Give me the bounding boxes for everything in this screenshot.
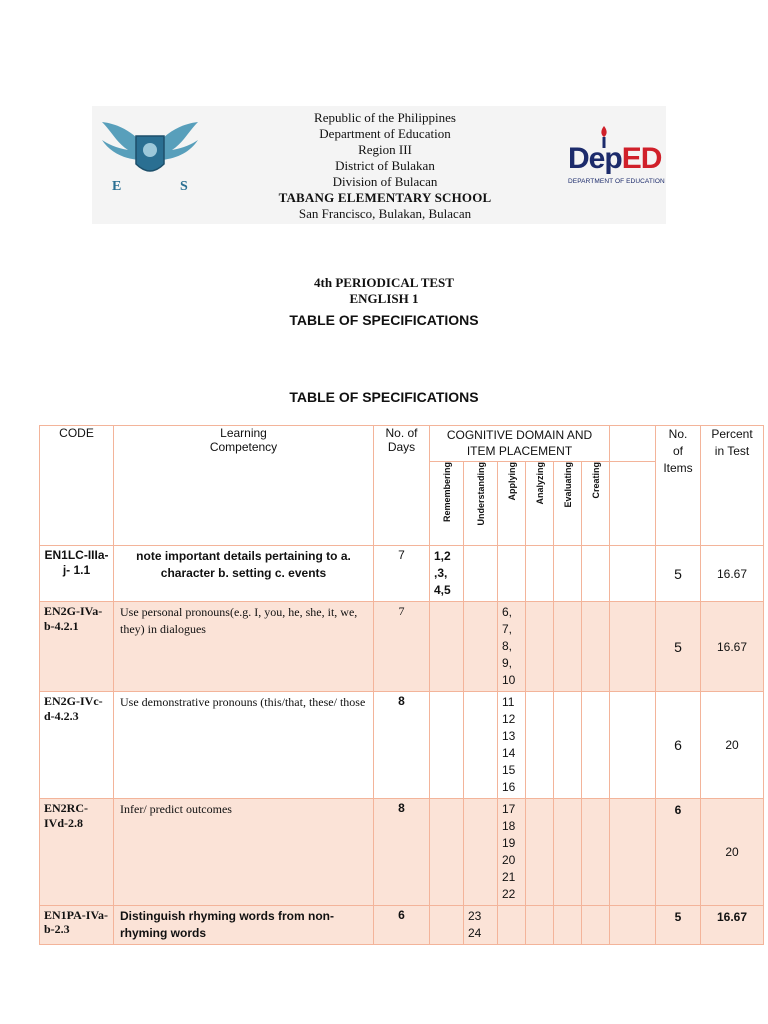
row-applying — [498, 546, 526, 602]
table-of-specifications — [39, 425, 764, 945]
level-label: Analyzing — [534, 462, 545, 505]
level-label: Creating — [590, 462, 601, 499]
row-days: 6 — [374, 906, 430, 945]
test-title: 4th PERIODICAL TEST — [314, 275, 454, 290]
row-remembering — [430, 799, 464, 906]
school-seal-logo — [98, 114, 202, 194]
row-creating — [582, 602, 610, 692]
row-evaluating — [554, 799, 582, 906]
row-creating — [582, 692, 610, 799]
header-competency — [114, 426, 374, 546]
letterhead-line: Region III — [358, 142, 412, 157]
row-blank — [610, 906, 656, 945]
row-understanding — [464, 799, 498, 906]
header-cognitive-domain — [430, 426, 610, 462]
header-evaluating — [554, 462, 582, 546]
row-remembering — [430, 692, 464, 799]
row-code: EN2G-IVc-d-4.2.3 — [40, 692, 114, 799]
row-evaluating — [554, 546, 582, 602]
row-code: EN1PA-IVa-b-2.3 — [40, 906, 114, 945]
row-applying — [498, 906, 526, 945]
header-creating — [582, 462, 610, 546]
header-percent-line2: in Test — [714, 444, 750, 458]
header-percent-line1: Percent — [711, 427, 753, 441]
letterhead-line: Department of Education — [319, 126, 451, 141]
tos-title-main: TABLE OF SPECIFICATIONS — [289, 389, 479, 405]
row-percent: 16.67 — [701, 602, 764, 692]
header-competency-line2: Competency — [209, 440, 278, 454]
header-domain-line1: COGNITIVE DOMAIN AND — [446, 428, 593, 442]
row-competency: Distinguish rhyming words from non-rhyming words — [114, 906, 374, 945]
row-percent: 16.67 — [701, 906, 764, 945]
seal-letter-e: E — [112, 179, 122, 194]
row-remembering — [430, 602, 464, 692]
header-understanding — [464, 462, 498, 546]
seal-letter-s: S — [180, 179, 188, 194]
row-analyzing — [526, 692, 554, 799]
header-percent — [701, 426, 764, 546]
level-label: Applying — [506, 462, 517, 501]
header-days-line2: Days — [387, 440, 416, 454]
row-applying: 6, 7, 8, 9, 10 — [498, 602, 526, 692]
row-percent: 16.67 — [701, 546, 764, 602]
table-row — [40, 692, 764, 799]
row-analyzing — [526, 546, 554, 602]
row-creating — [582, 906, 610, 945]
level-label: Understanding — [475, 462, 486, 526]
row-blank — [610, 692, 656, 799]
table-row — [40, 799, 764, 906]
header-items-line3: Items — [663, 461, 693, 475]
table-row — [40, 602, 764, 692]
letterhead-line: Republic of the Philippines — [314, 110, 456, 125]
row-items: 5 — [656, 546, 701, 602]
header-days-line1: No. of — [385, 426, 418, 440]
tos-title-top: TABLE OF SPECIFICATIONS — [289, 312, 479, 328]
header-domain-line2: ITEM PLACEMENT — [466, 444, 573, 458]
header-competency-line1: Learning — [220, 426, 267, 440]
row-understanding — [464, 546, 498, 602]
letterhead-line: Division of Bulacan — [332, 174, 438, 189]
row-applying: 17 18 19 20 21 22 — [498, 799, 526, 906]
deped-dep-text: Dep — [568, 142, 622, 175]
row-blank — [610, 602, 656, 692]
row-days: 8 — [374, 692, 430, 799]
row-evaluating — [554, 906, 582, 945]
row-applying: 11 12 13 14 15 16 — [498, 692, 526, 799]
row-days: 7 — [374, 546, 430, 602]
row-competency: Use personal pronouns(e.g. I, you, he, she, it, we, they) in dialogues — [114, 602, 374, 692]
row-creating — [582, 546, 610, 602]
row-competency: note important details pertaining to a. character b. setting c. events — [114, 546, 374, 602]
row-evaluating — [554, 602, 582, 692]
school-address: San Francisco, Bulakan, Bulacan — [298, 206, 472, 221]
deped-wordmark — [568, 142, 661, 176]
level-label: Evaluating — [562, 462, 573, 508]
deped-logo — [562, 124, 666, 194]
row-percent: 20 — [701, 692, 764, 799]
header-blank — [610, 462, 656, 546]
level-label: Remembering — [441, 462, 452, 523]
row-analyzing — [526, 799, 554, 906]
header-days — [374, 426, 430, 546]
row-code: EN1LC-IIIa-j- 1.1 — [40, 546, 114, 602]
letterhead-line: District of Bulakan — [335, 158, 435, 173]
subject-title: ENGLISH 1 — [349, 291, 419, 306]
header-items-line1: No. — [668, 427, 688, 441]
row-items: 5 — [656, 602, 701, 692]
header-items-line2: of — [673, 444, 684, 458]
row-understanding — [464, 602, 498, 692]
row-items: 5 — [656, 906, 701, 945]
row-percent: 20 — [701, 799, 764, 906]
row-understanding: 23 24 — [464, 906, 498, 945]
header-code: CODE — [40, 426, 114, 546]
row-competency: Infer/ predict outcomes — [114, 799, 374, 906]
header-applying — [498, 462, 526, 546]
row-analyzing — [526, 602, 554, 692]
header-blank — [610, 426, 656, 462]
header-remembering — [430, 462, 464, 546]
row-code: EN2RC-IVd-2.8 — [40, 799, 114, 906]
deped-ed-text: ED — [621, 142, 662, 175]
row-understanding — [464, 692, 498, 799]
header-analyzing — [526, 462, 554, 546]
table-row — [40, 546, 764, 602]
row-remembering: 1,2 ,3, 4,5 — [430, 546, 464, 602]
school-name: TABANG ELEMENTARY SCHOOL — [278, 190, 492, 205]
row-evaluating — [554, 692, 582, 799]
row-competency: Use demonstrative pronouns (this/that, these/ those — [114, 692, 374, 799]
row-items: 6 — [656, 799, 701, 906]
table-row — [40, 906, 764, 945]
row-code: EN2G-IVa-b-4.2.1 — [40, 602, 114, 692]
header-items — [656, 426, 701, 546]
row-items: 6 — [656, 692, 701, 799]
row-blank — [610, 546, 656, 602]
row-blank — [610, 799, 656, 906]
row-days: 8 — [374, 799, 430, 906]
row-creating — [582, 799, 610, 906]
school-letterhead — [250, 110, 520, 222]
deped-subtitle: DEPARTMENT OF EDUCATION — [568, 178, 665, 185]
row-days: 7 — [374, 602, 430, 692]
row-remembering — [430, 906, 464, 945]
row-analyzing — [526, 906, 554, 945]
